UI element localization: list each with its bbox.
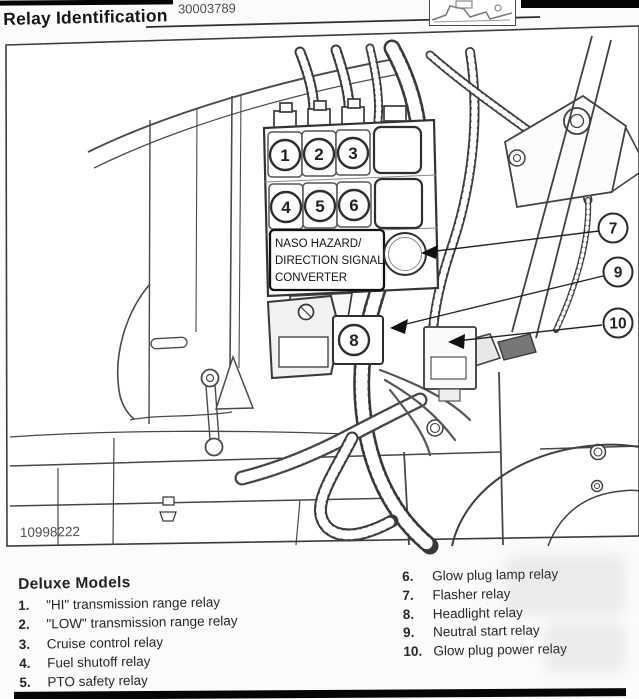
relay-4-label: 4 [281,198,291,217]
scan-smudge [505,555,625,615]
headlight-relay-connector [268,296,340,378]
relay-8-label: 8 [349,331,359,350]
relay-6-label: 6 [349,196,359,215]
legend-item-number: 10. [403,643,423,660]
legend-item-number: 9. [402,625,415,641]
legend-heading: Deluxe Models [18,574,131,593]
hazard-label-line1: NASO HAZARD/ [275,238,362,250]
relay-2-label: 2 [314,145,324,164]
legend-item-number: 7. [402,587,414,603]
legend-item-number: 2. [18,617,30,633]
fragment-artwork [430,0,514,23]
legend-item-label: Flasher relay [432,585,511,603]
callout-9-label: 9 [613,264,623,282]
scan-smudge [545,622,625,672]
legend-item-label: Glow plug power relay [433,641,568,659]
callout-7-label: 7 [608,220,618,238]
relay-box [264,99,438,321]
legend-item-label: "LOW" transmission range relay [46,613,238,632]
legend-item-label: Cruise control relay [46,634,164,652]
legend-item-label: Headlight relay [432,604,523,622]
page-title: Relay Identification [3,5,168,29]
legend-item-number: 6. [402,568,414,584]
empty-socket-top [374,127,421,173]
figure-photo-id: 10998222 [19,523,81,540]
legend-item-number: 4. [19,655,31,671]
relay-3-label: 3 [348,144,358,163]
callout-10-label: 10 [609,315,627,333]
legend-item-label: Neutral start relay [432,622,540,640]
legend-item-label: Fuel shutoff relay [47,653,151,671]
legend-left-column [18,592,390,695]
flasher-relay [384,233,426,275]
relay-1-label: 1 [280,146,290,165]
top-right-scan-bar [521,0,639,8]
legend-item-number: 3. [18,636,31,652]
legend-item-label: PTO safety relay [47,672,148,690]
legend-item-label: Glow plug lamp relay [431,566,559,584]
hazard-label-line2: DIRECTION SIGNAL [275,255,384,267]
legend-item-number: 8. [402,606,415,622]
previous-figure-fragment [429,0,516,26]
glow-plug-power-relay [424,327,476,401]
hazard-label-line3: CONVERTER [275,272,347,284]
relay-5-label: 5 [315,197,325,216]
callout-circles [599,214,633,338]
empty-socket-bottom [375,179,422,228]
legend-item-number: 1. [18,597,30,613]
legend-item-label: "HI" transmission range relay [45,594,221,613]
relay-8 [333,316,383,364]
previous-figure-number: 30003789 [177,0,236,17]
legend-item-number: 5. [19,674,31,691]
hazard-converter-label [270,230,384,290]
